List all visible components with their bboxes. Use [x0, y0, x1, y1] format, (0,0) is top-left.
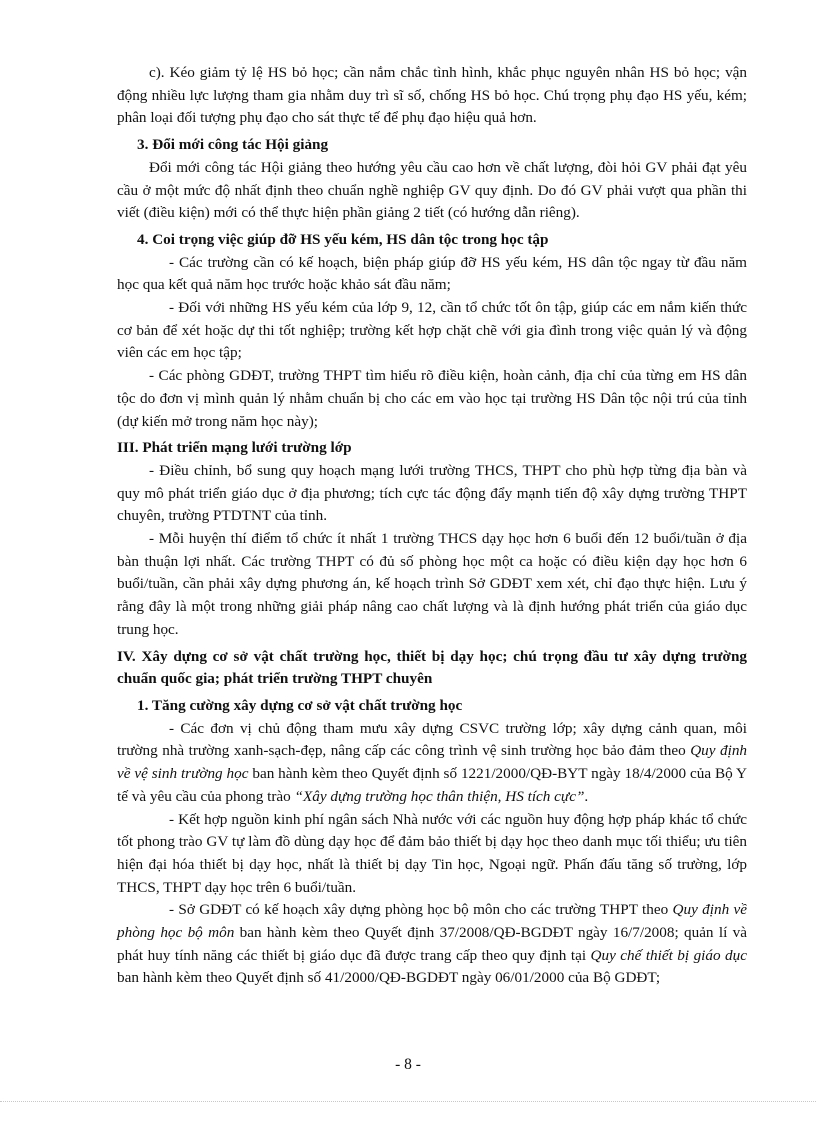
text-run: .: [584, 787, 589, 805]
page-number: - 8 -: [395, 1056, 421, 1073]
paragraph-hs-yeu-kem: - Đối với những HS yếu kém của lớp 9, 12, cần tổ chức tốt ôn tập, giúp các em nắm kiến thức cơ bản để xét hoặc dự thi tốt nghiệp; trường kết hợp chặt chẽ với gia đình trong việc quản lý và động viên các em học tập;: [117, 299, 747, 362]
paragraph-ke-hoach: - Các trường cần có kế hoạch, biện pháp giúp đỡ HS yếu kém, HS dân tộc ngay từ đầu năm học qua kết quả năm học trước hoặc khảo sát đầu năm;: [117, 253, 747, 294]
text-run: - Các đơn vị chủ động tham mưu xây dựng CSVC trường lớp; xây dựng cảnh quan, môi trường nhà trường xanh-sạch-đẹp, nâng cấp các công trình vệ sinh trường học bảo đảm theo: [117, 719, 747, 760]
italic-run: Quy định về phòng học bộ môn: [117, 901, 747, 942]
page-bottom-divider: [0, 1101, 816, 1102]
paragraph-thi-diem: - Mỗi huyện thí điểm tổ chức ít nhất 1 trường THCS dạy học hơn 6 buổi đến 12 buổi/tuần ở địa bàn thuận lợi nhất. Các trường THPT có đủ số phòng học một ca hoặc có điều kiện dạy học hơn 6 buổi/tuần, cần phải xây dựng phương án, kế hoạch trình Sở GDĐT xem xét, chỉ đạo thực hiện. Lưu ý rằng đây là một trong những giải pháp nâng cao chất lượng và là định hướng phát triển của giáo dục trung học.: [117, 530, 747, 638]
text-run: ban hành kèm theo Quyết định số 41/2000/QĐ-BGDĐT ngày 06/01/2000 của Bộ GDĐT;: [117, 969, 661, 987]
document-body: [117, 62, 747, 990]
paragraph-kinh-phi: - Kết hợp nguồn kinh phí ngân sách Nhà nước với các nguồn huy động hợp pháp khác tổ chức tốt phong trào GV tự làm đồ dùng dạy học để đảm bảo thiết bị dạy học theo danh mục tối thiểu; ưu tiên hiện đại hóa thiết bị dạy học, nhất là thiết bị dạy Tin học, Ngoại ngữ. Phấn đấu tăng số trường, lớp THCS, THPT dạy học trên 6 buổi/tuần.: [117, 810, 747, 896]
heading-IV: IV. Xây dựng cơ sở vật chất trường học, thiết bị dạy học; chú trọng đầu tư xây dựng trường chuẩn quốc gia; phát triển trường THPT chuyên: [117, 647, 747, 688]
text-run: ban hành kèm theo Quyết định 37/2008/QĐ-BGDĐT ngày 16/7/2008; quản lí và phát huy tính năng các thiết bị giáo dục đã được trang cấp theo quy định tại: [117, 924, 747, 964]
paragraph-hs-dan-toc: - Các phòng GDĐT, trường THPT tìm hiểu rõ điều kiện, hoàn cảnh, địa chỉ của từng em HS dân tộc do đơn vị mình quản lý nhằm chuẩn bị cho các em vào học tại trường HS Dân tộc nội trú của tỉnh (dự kiến mở trong năm học này);: [117, 367, 747, 430]
italic-run: Quy chế thiết bị giáo dục: [590, 946, 747, 964]
paragraph-c: c). Kéo giảm tỷ lệ HS bỏ học; cần nắm chắc tình hình, khắc phục nguyên nhân HS bỏ học; vận động nhiều lực lượng tham gia nhằm duy trì sĩ số, chống HS bỏ học. Chú trọng phụ đạo HS yếu, kém; phân loại đối tượng phụ đạo cho sát thực tế để phụ đạo hiệu quả hơn.: [117, 64, 747, 127]
paragraph-phong-hoc: [117, 899, 747, 990]
paragraph-hoi-giang: Đổi mới công tác Hội giảng theo hướng yêu cầu cao hơn về chất lượng, đòi hỏi GV phải đạt yêu cầu ở một mức độ nhất định theo chuẩn nghề nghiệp GV quy định. Do đó GV phải vượt qua phần thi viết (điều kiện) mới có thể thực hiện phần giảng 2 tiết (có hướng dẫn riêng).: [117, 158, 747, 222]
heading-4: 4. Coi trọng việc giúp đỡ HS yếu kém, HS dân tộc trong học tập: [137, 230, 549, 248]
paragraph-quy-hoach: - Điều chỉnh, bổ sung quy hoạch mạng lưới trường THCS, THPT cho phù hợp từng địa bàn và quy mô phát triển giáo dục ở địa phương; tích cực tác động đẩy mạnh tiến độ xây dựng trường THPT chuyên, trường PTDTNT của tỉnh.: [117, 461, 747, 525]
heading-1: 1. Tăng cường xây dựng cơ sở vật chất trường học: [137, 696, 463, 714]
heading-3: 3. Đổi mới công tác Hội giảng: [137, 136, 329, 154]
italic-run: Quy định về vệ sinh trường học: [117, 742, 748, 783]
text-run: ban hành kèm theo Quyết định số 1221/2000/QĐ-BYT ngày 18/4/2000 của Bộ Y tế và yêu cầu của phong trào: [117, 765, 747, 805]
italic-run: “Xây dựng trường học thân thiện, HS tích cực”: [294, 787, 585, 805]
heading-III: III. Phát triển mạng lưới trường lớp: [117, 439, 352, 457]
paragraph-csvc: [117, 718, 747, 809]
text-run: - Sở GDĐT có kế hoạch xây dựng phòng học bộ môn cho các trường THPT theo: [169, 901, 673, 919]
